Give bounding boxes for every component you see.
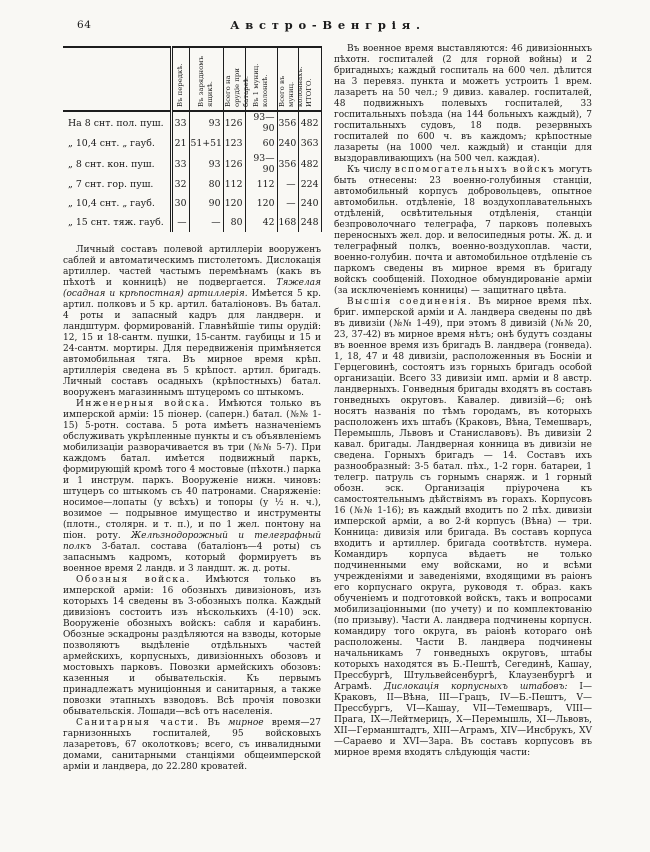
table-row-label: „ 8 снт. кон. пуш. — [68, 158, 155, 170]
body-text: Къ числу — [347, 165, 395, 175]
table-row-label: „ 10,4 снт. „ гауб. — [68, 198, 155, 209]
table-cell: 356 — [277, 111, 298, 134]
body-text: Имѣются только въ имперской арміи: 16 обозныхъ дивизіоновъ, изъ которыхъ 14 сведены въ 3-обозныхъ полка. Каждый дивизіонъ состоитъ изъ нѣсколькихъ (4-10) эск. Вооруженіе обозныхъ войскъ: сабля и карабинъ. Обозные эскадроны раздѣляются на взводы, которые позволяютъ выдѣленіе отдѣльныхъ частей армейскихъ, корпусныхъ, дивизіонныхъ обозовъ и мостовыхъ парковъ. Повозки армейскихъ обозовъ: казенныя и обывательскія. Къ первымъ принадлежатъ муниціонныя и санитарныя, а также повозки этапныхъ взводовъ. Всѣ прочія повозки обывательскія. Лошади—всѣ отъ населенія. — [63, 575, 321, 717]
body-text: I—Краковъ, II—Вѣна, III—Грацъ, IV—Б.-Пештъ, V—Прессбургъ, VI—Кашау, VII—Темешваръ, VIII—Прага, IX—Лейтмерицъ, X—Перемышль, XI—Львовъ, XII—Германштадтъ, XIII—Аграмъ, XIV—Инсбрукъ, XV—Сараево и XVI—Зара. Въ составъ корпусовъ въ мирное время входятъ слѣдующія части: — [334, 682, 592, 758]
table-cell: 21 — [171, 134, 189, 153]
table-cell: 80 — [189, 175, 223, 194]
table-cell: 93—90 — [245, 153, 277, 175]
body-text: Въ — [199, 718, 228, 728]
rotated-header-label: Въ передкѣ. — [176, 63, 185, 107]
section-heading: Обозныя войска. — [76, 575, 191, 585]
table-column-header — [277, 47, 304, 111]
rotated-header-label: Всего на орудіе при батареѣ. — [223, 68, 250, 107]
table-cell: — — [189, 213, 223, 232]
table-cell: 30 — [171, 194, 189, 213]
table-cell: 90 — [189, 194, 223, 213]
table-cell: 42 — [245, 213, 277, 232]
table-row — [63, 111, 321, 134]
table-cell: 93 — [189, 111, 223, 134]
paragraph — [63, 575, 321, 718]
italic-text: Дислокація корпусныхъ штабовъ: — [383, 682, 568, 692]
content-columns — [63, 44, 593, 773]
table-cell: 482 — [298, 111, 321, 134]
table-cell: 60 — [245, 134, 277, 153]
italic-text: Тяжелая (осадная и крѣпостная) артиллерія. — [63, 278, 321, 299]
body-text: Въ военное время выставляются: 46 дивизіонныхъ пѣхотн. госпиталей (2 для горной войны) и 2 бригадныхъ; каждый госпиталь на 600 чел. дѣлится на 3 перевяз. пункта и можетъ устроить 1 врем. лазаретъ на 50 чел.; 9 дивиз. кавалер. госпиталей, 48 подвижныхъ полевыхъ госпиталей, 33 госпитальныхъ поѣзда (на 144 больныхъ каждый), 7 госпитальныхъ судовъ, 18 подв. резервныхъ госпиталей по 600 ч. въ каждомъ; крѣпостные лазареты (на 1000 чел. каждый) и станціи для выздоравливающихъ (на 500 чел. каждая). — [334, 44, 592, 164]
table-row — [63, 153, 321, 175]
body-text: могутъ быть отнесены: 23 военно-голубиныя станціи, автомобильный корпусъ добровольцевъ, опытное автомобильн. отдѣленіе, 18 воздухоплавательныхъ отдѣленій, освѣтительныя отдѣленія, станціи безпроволочнаго телеграфа, 7 парковъ полевыхъ переносныхъ жел. дор. и велосипедныя роты. Ж. д. и телеграфный полкъ, военно-воздухоплав. части, военно-голубин. почта и автомобильное отдѣленіе съ паркомъ сведены въ мирное время въ бригаду войскъ сообщеній. Походное обмундированіе арміи (за исключеніемъ конницы) — защитнаго цвѣта. — [334, 165, 592, 296]
table-cell: 248 — [298, 213, 321, 232]
table-cell: 126 — [223, 111, 245, 134]
paragraph — [334, 297, 592, 759]
italic-text: мирное — [227, 718, 264, 728]
table-column-header — [171, 47, 189, 111]
section-heading: Санитарныя части. — [76, 718, 200, 728]
table-row — [63, 134, 321, 153]
section-heading: Высшія соединенія. — [347, 297, 473, 307]
artillery-table — [63, 46, 322, 232]
table-row — [63, 213, 321, 232]
table-cell: 93—90 — [245, 111, 277, 134]
table-cell: 112 — [245, 175, 277, 194]
table-header-row — [63, 47, 321, 111]
page-header — [63, 16, 593, 36]
paragraph — [334, 44, 592, 165]
paragraph — [334, 165, 592, 297]
table-cell: 123 — [223, 134, 245, 153]
table-cell: — — [277, 194, 298, 213]
table-row — [63, 194, 321, 213]
table-cell: 33 — [171, 111, 189, 134]
table-cell: 482 — [298, 153, 321, 175]
table-cell: 120 — [223, 194, 245, 213]
table-cell: 32 — [171, 175, 189, 194]
body-text: Имѣется 5 кр. артил. полковъ и 5 кр. артил. баталіоновъ. Въ батал. 4 роты и запасный кадръ для ландверн. и ландштурм. формированій. Главнѣйшіе типы орудій: 12, 15 и 18-сантм. пушки, 15-сантм. гаубицы и 15 и 24-сантм. мортиры. Для передвиженія примѣняется автомобильная тяга. Въ мирное время крѣп. артиллерія сведена въ 5 крѣпост. артил. бригадъ. Личный составъ осадныхъ (крѣпостныхъ) батал. вооруженъ магазиннымъ штуцеромъ со штыкомъ. — [63, 289, 321, 398]
rotated-header-label: ИТОГО. — [305, 78, 314, 107]
table-cell: 51+51 — [189, 134, 223, 153]
table-cell: 363 — [298, 134, 321, 153]
table-row — [63, 175, 321, 194]
left-text-block — [63, 245, 321, 773]
table-row-label: „ 10,4 снт. „ гауб. — [68, 138, 155, 149]
table-row-label: На 8 снт. пол. пуш. — [68, 117, 164, 129]
page-number: 64 — [77, 19, 92, 31]
section-heading: Инженерныя войска. — [76, 399, 211, 409]
table-body — [63, 111, 321, 232]
table-cell: 356 — [277, 153, 298, 175]
table-cell: 168 — [277, 213, 298, 232]
table-cell: 112 — [223, 175, 245, 194]
page-title: Австро-Венгрія. — [230, 18, 426, 32]
body-text: Имѣются только въ имперской арміи: 15 піонер. (саперн.) батал. (№№ 1-15) 5-ротн. состава. 5 рота имѣетъ назначеніемъ обслуживать укрѣпленные пункты и съ объявленіемъ мобилизаціи разворачивается въ три (№№ 5-7). При каждомъ батал. имѣется подвижный паркъ, формирующій кромѣ того 4 мостовые (пѣхотн.) парка и 1 инструм. паркъ. Вооруженіе нижн. чиновъ: штуцеръ со штыкомъ съ 40 патронами. Снаряженіе: носимое—лопаты (у всѣхъ) и топоры (у ½ н. ч.), возимое — подрывное имущество и инструменты (плотн., столярн. и т. п.), и по 1 жел. понтону на піон. роту. — [63, 399, 321, 541]
paragraph — [63, 399, 321, 575]
left-column — [63, 44, 321, 773]
rotated-header-label: Въ зарядномъ ящикѣ. — [197, 56, 214, 107]
table-cell: 240 — [277, 134, 298, 153]
body-text: Личный составъ полевой артиллеріи вооруженъ саблей и автоматическимъ пистолетомъ. Дислокація артиллер. частей частымъ перемѣнамъ (какъ въ пѣхотѣ и конницѣ) не подвергается. — [63, 245, 321, 288]
body-text: 3-батал. состава (баталіонъ—4 роты) съ запаснымъ кадромъ, который формируетъ въ военное время 2 ландв. и 3 ландшт. ж. д. роты. — [63, 542, 321, 574]
paragraph — [63, 245, 321, 399]
table-header — [63, 47, 321, 111]
table-column-header — [223, 47, 250, 111]
table-cell: 33 — [171, 153, 189, 175]
table-row-label: „ 7 снт. гор. пуш. — [68, 179, 154, 190]
table-cell: 224 — [298, 175, 321, 194]
table-cell: — — [277, 175, 298, 194]
table-cell: 126 — [223, 153, 245, 175]
body-text: Въ мирное время пѣх. бриг. имперской арміи и А. ландвера сведены по двѣ въ дивизіи (№№ 1-49), при этомъ 8 дивизій (№№ 20, 23, 37-42) въ мирное время нѣтъ; онѣ будутъ созданы въ военное время изъ бригадъ В. ландвера (гонведа). 1, 18, 47 и 48 дивизіи, расположенныя въ Босніи и Герцеговинѣ, состоятъ изъ горныхъ бригадъ особой организаціи. Всего 33 дивизіи имп. арміи и 8 австр. ландверныхъ. Гонведныя бригады входятъ въ составъ гонведныхъ округовъ. Кавалер. дивизій—6; онѣ носятъ названія по тѣмъ городамъ, въ которыхъ расположенъ ихъ штабъ (Краковъ, Вѣна, Темешваръ, Перемышль, Львовъ и Станиславовъ). Въ дивизіи 2 кавал. бригады. Ландверная конница въ дивизіи не сведена. Горныхъ бригадъ — 14. Составъ ихъ разнообразный: 3-5 батал. пѣх., 1-2 горн. батареи, 1 телегр. патруль съ горнымъ снаряж. и 1 горный обозн. эск. Организація пріурочена къ самостоятельнымъ дѣйствіямъ въ горахъ. Корпусовъ 16 (№№ 1-16); въ каждый входитъ по 2 пѣх. дивизіи имперской арміи, а во 2-й корпусъ (Вѣна) — три. Конница: дивизія или бригада. Въ составъ корпуса входитъ и артиллер. бригада соотвѣтств. нумера. Командиръ корпуса вѣдаетъ не только подчиненными ему войсками, но и всѣми учрежденіями и заведеніями, входящими въ раіонъ его корпуснаго округа, руководя т. образ. какъ обученіемъ и подготовкой войскъ, такъ и вопросами мобилизаціонными (по учету) и по комплектованію (по призыву). Части А. ландвера подчинены корпусн. командиру того округа, въ раіонѣ котораго онѣ расположены. Части В. ландвера подчинены начальникамъ 7 гонведныхъ округовъ, штабы которыхъ находятся въ Б.-Пештѣ, Сегединѣ, Кашау, Прессбургѣ, Штульвейсенбургѣ, Клаузенбургѣ и Аграмѣ. — [334, 297, 593, 692]
table-cell: 80 — [223, 213, 245, 232]
right-text-block — [334, 44, 592, 759]
table-column-header — [189, 47, 223, 111]
rotated-header-label: Въ 1 муниц. колоннѣ. — [252, 63, 269, 107]
paragraph — [63, 718, 321, 773]
body-text: время—27 гарнизонныхъ госпиталей, 95 войсковыхъ лазаретовъ, 67 околотковъ; всего, съ инвалидными домами, санитарными станціями общеимперской арміи и ландвера, до 22.280 кроватей. — [63, 718, 321, 772]
section-heading: вспомогательныхъ войскъ — [394, 165, 556, 175]
italic-text: Желѣзнодорожный и телеграфный полкъ — [63, 531, 321, 552]
table-row-label: „ 15 снт. тяж. гауб. — [68, 217, 164, 228]
table-cell: 120 — [245, 194, 277, 213]
table-cell: 240 — [298, 194, 321, 213]
rotated-header-label: Всего въ муниц. колоннахъ. — [277, 66, 304, 107]
table-cell: 93 — [189, 153, 223, 175]
table-cell: — — [171, 213, 189, 232]
table-corner-cell — [63, 47, 171, 111]
right-column — [334, 44, 592, 773]
